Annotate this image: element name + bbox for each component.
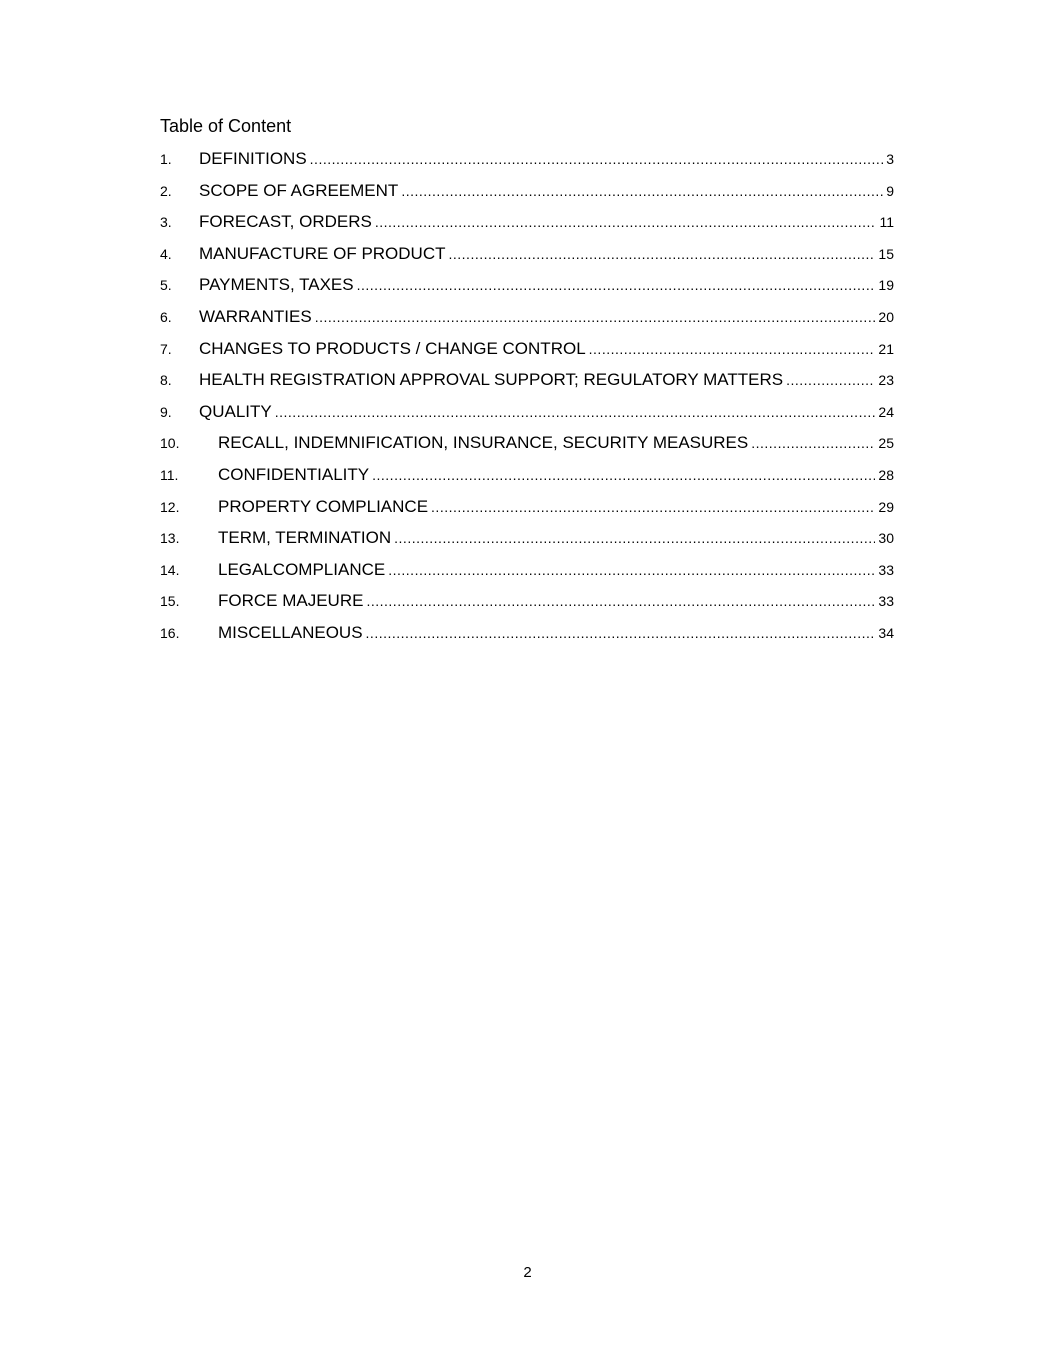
toc-dot-leader: [310, 151, 884, 167]
toc-dot-leader: [751, 435, 875, 451]
toc-entry-number: 14.: [160, 561, 180, 578]
toc-entry-page: 28: [878, 466, 894, 483]
toc-entry-page: 30: [878, 530, 894, 547]
toc-entry[interactable]: [160, 180, 894, 212]
toc-entry-number: 7.: [160, 340, 172, 357]
toc-entry[interactable]: [160, 496, 894, 528]
toc-entry-label: FORECAST, ORDERS: [199, 212, 372, 232]
toc-entry[interactable]: [160, 464, 894, 496]
toc-entry[interactable]: [160, 369, 894, 401]
toc-entry-number: 13.: [160, 530, 180, 547]
toc-entry-number: 1.: [160, 151, 172, 167]
toc-entry-page: 33: [878, 593, 894, 610]
toc-entry-page: 34: [878, 624, 894, 641]
toc-entry[interactable]: [160, 274, 894, 306]
toc-entry-number: 5.: [160, 277, 172, 294]
toc-entry[interactable]: [160, 401, 894, 433]
toc-entry-label: PROPERTY COMPLIANCE: [218, 496, 429, 516]
toc-entry-label: LEGALCOMPLIANCE: [218, 559, 386, 579]
toc-entry-label: QUALITY: [199, 401, 272, 421]
toc-entry-label: CONFIDENTIALITY: [218, 464, 370, 484]
toc-entry[interactable]: [160, 211, 894, 243]
toc-entry-number: 3.: [160, 214, 172, 231]
toc-entry[interactable]: [160, 306, 894, 338]
toc-entry-number: 15.: [160, 593, 180, 610]
toc-entry[interactable]: [160, 243, 894, 275]
toc-entry-label: RECALL, INDEMNIFICATION, INSURANCE, SECURITY MEASURES: [218, 433, 749, 453]
toc-entry-number: 9.: [160, 403, 172, 420]
toc-entry-label: PAYMENTS, TAXES: [199, 275, 354, 295]
toc-entry-page: 33: [878, 561, 894, 578]
toc-entry[interactable]: [160, 338, 894, 370]
toc-entry-number: 11.: [160, 466, 179, 483]
toc-entry-page: 21: [878, 340, 894, 357]
toc-entry-page: 15: [878, 245, 894, 262]
toc-entry[interactable]: [160, 432, 894, 464]
toc-entry-number: 10.: [160, 435, 180, 452]
toc-entry-label: CHANGES TO PRODUCTS / CHANGE CONTROL: [199, 338, 586, 358]
toc-dot-leader: [366, 625, 876, 641]
table-of-contents: [160, 114, 894, 654]
toc-dot-leader: [786, 372, 875, 388]
toc-entry-number: 4.: [160, 245, 172, 262]
toc-entry-page: 29: [878, 498, 894, 515]
toc-entry-number: 8.: [160, 372, 172, 389]
toc-entry-label: WARRANTIES: [199, 306, 312, 326]
toc-dot-leader: [589, 341, 876, 357]
toc-entry[interactable]: [160, 559, 894, 591]
toc-entry-label: SCOPE OF AGREEMENT: [199, 180, 399, 200]
toc-dot-leader: [357, 277, 876, 293]
toc-title: Table of Content: [160, 116, 292, 136]
toc-entry-page: 19: [878, 277, 894, 294]
toc-dot-leader: [394, 530, 875, 546]
toc-entry-number: 12.: [160, 498, 180, 515]
toc-entry-page: 23: [878, 372, 894, 389]
toc-entry[interactable]: [160, 590, 894, 622]
toc-entry-page: 3: [886, 151, 894, 167]
toc-dot-leader: [375, 214, 877, 230]
toc-entry[interactable]: [160, 148, 894, 180]
toc-list: [160, 148, 894, 654]
toc-entry-number: 2.: [160, 182, 172, 199]
toc-dot-leader: [388, 562, 875, 578]
toc-dot-leader: [315, 309, 876, 325]
toc-entry[interactable]: [160, 622, 894, 654]
toc-entry-number: 16.: [160, 624, 180, 641]
toc-entry-page: 9: [886, 182, 894, 199]
toc-dot-leader: [401, 183, 883, 199]
toc-entry-label: FORCE MAJEURE: [218, 591, 364, 611]
toc-entry-page: 25: [878, 435, 894, 452]
toc-entry-label: DEFINITIONS: [199, 149, 307, 168]
toc-entry-page: 24: [878, 403, 894, 420]
toc-entry-page: 20: [878, 308, 894, 325]
toc-entry-label: MANUFACTURE OF PRODUCT: [199, 243, 446, 263]
toc-dot-leader: [431, 499, 875, 515]
toc-entry-label: HEALTH REGISTRATION APPROVAL SUPPORT; REGULATORY MATTERS: [199, 370, 784, 390]
toc-dot-leader: [275, 404, 876, 420]
toc-dot-leader: [366, 593, 875, 609]
toc-entry[interactable]: [160, 527, 894, 559]
toc-dot-leader: [449, 246, 876, 262]
toc-entry-label: TERM, TERMINATION: [218, 528, 392, 548]
page-number: 2: [523, 1264, 532, 1281]
toc-entry-label: MISCELLANEOUS: [218, 622, 363, 642]
toc-entry-page: 11: [879, 214, 894, 231]
toc-entry-number: 6.: [160, 308, 172, 325]
toc-dot-leader: [372, 467, 875, 483]
